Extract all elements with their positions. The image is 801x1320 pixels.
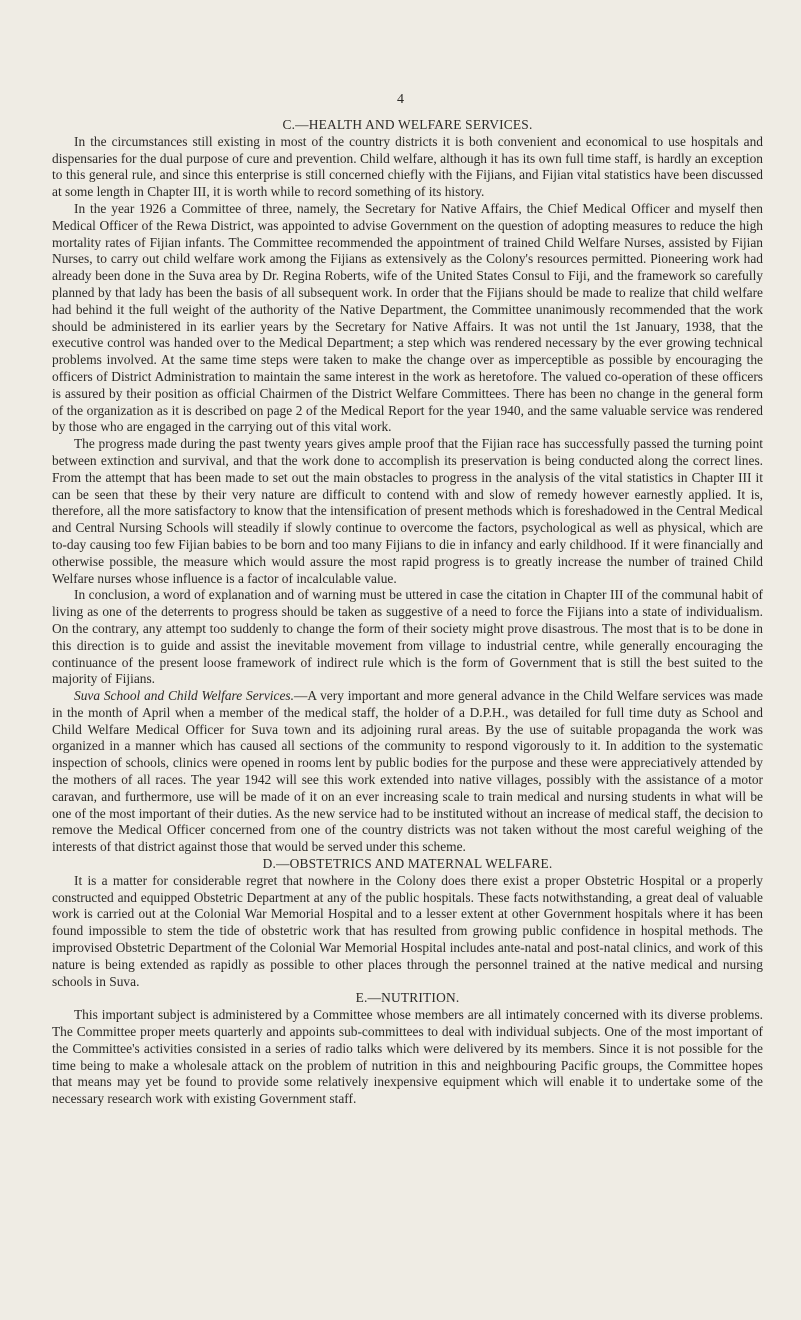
section-obstetrics <box>52 856 763 990</box>
paragraph: It is a matter for considerable regret that nowhere in the Colony does there exist a proper Obstetric Hospital or a properly constructed and equipped Obstetric Department at any of the public hospitals. These facts notwithstanding, a great deal of valuable work is carried out at the Colonial War Memorial Hospital and to a lesser extent at other Government hospitals where it has been found impossible to stem the tide of obstetric work that has resulted from growing public confidence in hospital methods. The improvised Obstetric Department of the Colonial War Memorial Hospital includes ante-natal and post-natal clinics, and work of this nature is being extended as rapidly as possible to other places through the personnel trained at the native medical and nursing schools in Suva. <box>52 872 763 989</box>
section-heading-obstetrics: D.—OBSTETRICS AND MATERNAL WELFARE. <box>262 856 553 872</box>
section-health-welfare <box>52 117 763 856</box>
page-number: 4 <box>397 92 404 107</box>
paragraph: In the year 1926 a Committee of three, namely, the Secretary for Native Affairs, the Chief Medical Officer and myself then Medical Officer of the Rewa District, was appointed to advise Government on the question of adopting measures to reduce the high mortality rates of Fijian infants. The Committee recommended the appointment of trained Child Welfare Nurses, assisted by Fijian Nurses, to carry out child welfare work among the Fijians as extensively as the Colony's resources permitted. Pioneering work had already been done in the Suva area by Dr. Regina Roberts, wife of the United States Consul to Fiji, and the framework so carefully planned by that lady has been the basis of all subsequent work. In order that the Fijians should be made to realize that child welfare had behind it the full weight of the authority of the Native Department, the Committee unanimously recommended that the work should be administered in its earlier years by the Secretary for Native Affairs. It was not until the 1st January, 1938, that the executive control was handed over to the Medical Department; a step which was rendered necessary by the ever growing technical problems involved. At the same time steps were taken to make the change over as imperceptible as possible by encouraging the officers of District Administration to maintain the same interest in the work as heretofore. The valued co-operation of these officers is assured by their position as official Chairmen of the District Welfare Committees. There has been no change in the general form of the organization as it is described on page 2 of the Medical Report for the year 1940, and the same valuable service was rendered by those who are engaged in the carrying out of this vital work. <box>52 200 763 435</box>
section-heading-health: C.—HEALTH AND WELFARE SERVICES. <box>282 117 533 132</box>
paragraph: In the circumstances still existing in most of the country districts it is both convenient and economical to use hospitals and dispensaries for the dual purpose of cure and prevention. Child welfare, although it has its own full time staff, is hardly an exception to this general rule, and since this enterprise is still concerned chiefly with the Fijians, and Fijian vital statistics have been discussed at some length in Chapter III, it is worth while to record something of its history. <box>52 133 763 200</box>
paragraph: The progress made during the past twenty years gives ample proof that the Fijian race has successfully passed the turning point between extinction and survival, and that the work done to accomplish its preservation is being conducted along the correct lines. From the attempt that has been made to set out the main obstacles to progress in the analysis of the vital statistics in Chapter III it can be seen that these by their very nature are difficult to contend with and slow of remedy however earnestly applied. It is, therefore, all the more satisfactory to know that the intensification of present methods which is foreshadowed in the Central Medical and Central Nursing Schools will steadily if slowly continue to overcome the factors, psychological as well as physical, which are to-day causing too few Fijian babies to be born and too many Fijians to die in infancy and early childhood. If it were financially and otherwise possible, the measure which would assure the most rapid progress is to greatly increase the number of trained Child Welfare nurses whose influence is a factor of incalculable value. <box>52 436 763 586</box>
paragraph-text: —A very important and more general advance in the Child Welfare services was made in the month of April when a member of the medical staff, the holder of a D.P.H., was detailed for full time duty as School and Child Welfare Medical Officer for Suva town and its adjoining rural areas. By the use of suitable propaganda the work was organized in a manner which has caused all sections of the community to respond vigorously to it. In addition to the systematic inspection of schools, clinics were opened in rooms lent by public bodies for the purpose and these were appreciatively attended by the mothers of all races. The year 1942 will see this work extended into native villages, possibly with the assistance of a motor caravan, and furthermore, use will be made of it on an ever increasing scale to train medical and nursing students in what will be one of the most important of their duties. As the new service had to be instituted without an increase of medical staff, the decision to remove the Medical Officer concerned from one of the country districts was not taken without the most careful weighing of the interests of that district against those that would be served under this scheme. <box>52 688 763 855</box>
section-nutrition <box>52 990 763 1108</box>
paragraph: In conclusion, a word of explanation and of warning must be uttered in case the citation in Chapter III of the communal habit of living as one of the deterrents to progress should be taken as suggestive of a need to force the Fijians into a state of individualism. On the contrary, any attempt too suddenly to change the form of their society might prove disastrous. The most that is to be done in this direction is to guide and assist the inevitable movement from village to industrial centre, while generally encouraging the continuance of the present loose framework of indirect rule which is the form of Government that is still the best suited to the majority of Fijians. <box>52 587 763 687</box>
paragraph: This important subject is administered by a Committee whose members are all intimately concerned with its diverse problems. The Committee proper meets quarterly and appoints sub-committees to deal with individual subjects. One of the most important of the Committee's activities consisted in a series of radio talks which were delivered by its members. Since it is not possible for the time being to make a wholesale attack on the problem of nutrition in this and neighbouring Pacific groups, the Committee hopes that means may yet be found to provide some relatively inexpensive equipment which will enable it to undertake some of the necessary research work with existing Government staff. <box>52 1007 763 1107</box>
run-in-title: Suva School and Child Welfare Services. <box>74 688 294 704</box>
page-content <box>52 117 763 1108</box>
paragraph-suva-school <box>52 688 763 856</box>
section-heading-nutrition: E.—NUTRITION. <box>355 990 460 1006</box>
